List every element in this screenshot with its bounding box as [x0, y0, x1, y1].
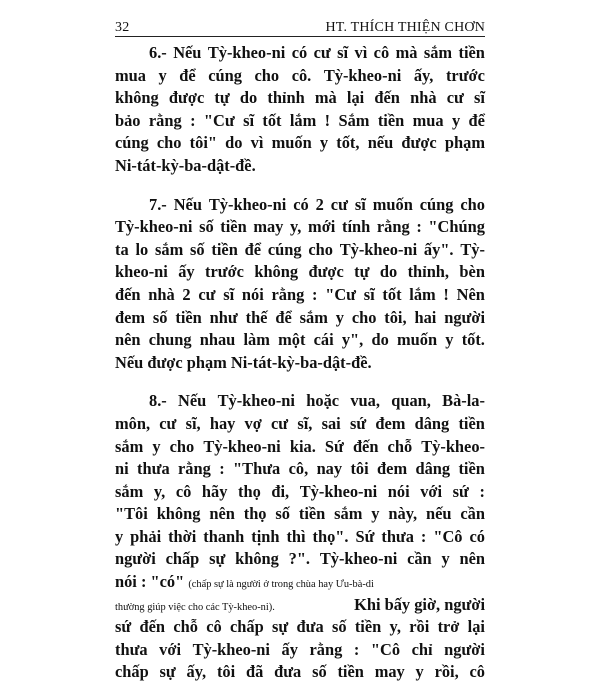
word: y,	[389, 617, 401, 637]
word: đưa	[274, 662, 302, 682]
word: cho	[169, 436, 195, 456]
word: thế	[245, 307, 268, 327]
word: may	[253, 217, 284, 237]
word: y	[158, 65, 167, 85]
word: ấy	[281, 639, 298, 659]
word: tiền	[220, 217, 247, 237]
text-line	[115, 616, 485, 639]
header-rule	[115, 36, 485, 37]
word: không	[254, 262, 299, 282]
text-line	[115, 594, 485, 617]
word: đem	[375, 413, 406, 433]
word: !	[443, 284, 449, 304]
word: đã	[245, 662, 264, 682]
word: chỗ	[387, 436, 413, 456]
word: không	[156, 504, 201, 524]
word: "Cư	[325, 284, 357, 304]
word: muốn	[372, 194, 413, 214]
word: tiền	[211, 239, 238, 259]
word: đến	[352, 436, 379, 456]
word: tiền	[377, 110, 405, 130]
word: có	[469, 526, 485, 546]
word: cái	[313, 330, 334, 350]
word: chấp	[115, 662, 149, 682]
word: nên	[115, 330, 141, 350]
text-line	[115, 239, 485, 262]
word: sĩ	[337, 43, 349, 62]
word: Tỳ-kheo-ni	[208, 194, 287, 214]
word: nói	[387, 481, 410, 501]
word: sĩ	[363, 284, 375, 304]
word: với	[159, 639, 181, 659]
text-line	[115, 307, 485, 330]
word: vua,	[350, 391, 380, 411]
word: tiền	[175, 307, 202, 327]
word: để	[275, 307, 292, 327]
word: Sắm	[338, 110, 370, 130]
word: nếu	[425, 504, 452, 524]
word: do	[379, 262, 398, 282]
word: tự	[214, 88, 230, 108]
text-line	[115, 216, 485, 239]
parenthetical-note: thường giúp việc cho các Tỳ-kheo-ni).	[115, 601, 275, 613]
word: số	[199, 217, 214, 237]
word: với	[420, 481, 443, 501]
word: trước	[205, 262, 244, 282]
word: số	[331, 617, 347, 637]
word: số	[312, 662, 327, 682]
word: Nếu	[173, 43, 202, 62]
word: 2	[182, 284, 191, 304]
word: sĩ	[223, 284, 235, 304]
word: cư	[271, 413, 289, 433]
word: chấp	[230, 617, 264, 637]
word: tốt,	[336, 133, 360, 153]
word: chỉ	[411, 639, 433, 659]
word: ấy	[178, 262, 195, 282]
word: Tỳ-kheo-ni	[192, 639, 270, 659]
word: :	[312, 284, 318, 304]
word: rằng	[376, 217, 410, 237]
text-line	[115, 390, 485, 413]
word: đến	[374, 88, 400, 108]
word: :	[416, 217, 422, 237]
word: tự	[354, 262, 370, 282]
word: sự	[272, 617, 289, 637]
word: 2	[315, 194, 324, 214]
word: rồi	[409, 617, 430, 637]
word: y,	[153, 481, 166, 501]
word: Tỳ-	[460, 239, 485, 259]
text-line	[115, 284, 485, 307]
word: "Thưa	[233, 459, 281, 479]
word: ta	[115, 239, 129, 259]
text-line	[115, 194, 485, 217]
word: !	[324, 110, 331, 130]
word: y	[152, 436, 161, 456]
word: thọ".	[312, 526, 349, 546]
word: Tỳ-kheo-ni	[217, 391, 295, 411]
word: người	[115, 549, 156, 569]
word: nên	[209, 504, 235, 524]
text-line	[115, 661, 485, 684]
word: tôi,	[384, 307, 407, 327]
word: may	[374, 662, 405, 682]
text-line	[115, 571, 485, 594]
word: "Cư	[203, 110, 235, 130]
word: thỉnh,	[407, 262, 450, 282]
word: Tỳ-kheo-ni	[203, 436, 281, 456]
word: lắm	[289, 110, 317, 130]
text-line	[115, 548, 485, 571]
word: cho	[460, 194, 485, 214]
word: tôi	[216, 662, 236, 682]
word: để	[468, 110, 485, 130]
word: Nếu	[173, 194, 202, 214]
word: cô	[373, 43, 390, 62]
word: cô	[206, 617, 222, 637]
text-line	[115, 413, 485, 436]
word: Tỳ-kheo-ni	[299, 481, 378, 501]
word: Sứ	[355, 526, 375, 546]
word: rằng	[271, 284, 305, 304]
word: sứ	[349, 413, 367, 433]
word: cô.	[291, 65, 312, 85]
word: sứ	[115, 617, 132, 637]
word: hai	[414, 307, 437, 327]
word: dâng	[415, 459, 451, 479]
word: được	[168, 88, 205, 108]
word: rằng	[148, 110, 182, 130]
word: cô	[175, 481, 192, 501]
word: tốt	[262, 110, 282, 130]
word: tiền	[337, 662, 364, 682]
word: tiền	[458, 459, 485, 479]
word: Nên	[456, 284, 485, 304]
word: y	[319, 133, 329, 153]
word: nay	[316, 459, 343, 479]
word: nhà	[410, 88, 437, 108]
word: thì	[286, 526, 306, 546]
word: cư	[313, 43, 331, 62]
word: có	[293, 194, 309, 214]
word: Tỳ-kheo-ni	[339, 239, 418, 259]
word: mà	[395, 43, 418, 62]
word: mua	[412, 110, 444, 130]
word: Sứ	[324, 436, 344, 456]
word: cúng	[208, 65, 242, 85]
word: sắm	[423, 43, 453, 62]
word: cô,	[288, 459, 309, 479]
word: sĩ	[474, 88, 485, 108]
word: làm	[243, 330, 270, 350]
word: kheo-ni	[115, 262, 168, 282]
word: sĩ	[354, 194, 366, 214]
word: lo	[135, 239, 149, 259]
word: đem	[115, 307, 146, 327]
word: do	[371, 330, 389, 350]
word: 7.-	[149, 194, 167, 214]
word: đưa	[296, 617, 324, 637]
word: tôi"	[189, 133, 217, 153]
word: không	[235, 549, 279, 569]
word: y	[415, 662, 424, 682]
word: cư	[198, 284, 216, 304]
word: :	[219, 459, 225, 479]
word: được	[308, 262, 344, 282]
word: mà	[314, 88, 337, 108]
word: y	[441, 549, 450, 569]
paragraph-8	[115, 390, 485, 684]
word: cư	[330, 194, 348, 214]
word: sắm	[155, 239, 184, 259]
word: cho	[351, 307, 377, 327]
word: y,	[290, 217, 302, 237]
text-line	[115, 329, 485, 352]
word: hoặc	[306, 391, 340, 411]
text-line	[115, 503, 485, 526]
word: nên	[459, 549, 485, 569]
word: tốt.	[461, 330, 485, 350]
word: cô	[469, 662, 485, 682]
word: cần	[407, 549, 432, 569]
word: tiền	[354, 617, 382, 637]
word: Tỳ-kheo-ni	[115, 217, 193, 237]
word: chấp	[165, 549, 200, 569]
text-line	[115, 458, 485, 481]
word: Tỳ-kheo-ni	[207, 43, 286, 62]
line-text: Khi bấy giờ, người	[354, 594, 485, 614]
word: cho	[308, 239, 333, 259]
word: y	[451, 110, 461, 130]
word: cho	[156, 133, 182, 153]
word: "Cô	[370, 639, 401, 659]
word: vì	[354, 43, 368, 62]
line-text: nói : "có"	[115, 572, 185, 592]
text-body	[115, 42, 485, 700]
text-line	[115, 481, 485, 504]
word: cư	[446, 88, 464, 108]
word: mới	[308, 217, 336, 237]
word: người	[444, 307, 485, 327]
word: lại	[346, 88, 365, 108]
word: cúng	[267, 239, 302, 259]
word: vì	[250, 133, 264, 153]
word: tốt	[382, 284, 402, 304]
word: số	[275, 504, 290, 524]
text-line	[115, 65, 485, 88]
word: để	[244, 239, 262, 259]
word: :	[353, 639, 360, 659]
word: do	[225, 133, 243, 153]
word: có	[291, 43, 308, 62]
word: người	[444, 639, 485, 659]
text-line	[115, 42, 485, 65]
word: sai	[321, 413, 341, 433]
word: Tỳ-kheo-ni	[323, 65, 402, 85]
word: ni	[115, 459, 129, 479]
word: tịnh	[251, 526, 280, 546]
word: số	[152, 307, 168, 327]
word: cho	[254, 65, 280, 85]
word: đến	[115, 284, 141, 304]
word: sắm	[115, 436, 144, 456]
word: tôi	[350, 459, 369, 479]
text-line	[115, 639, 485, 662]
word: Bà-la-	[442, 391, 485, 411]
word: do	[239, 88, 258, 108]
word: như	[209, 307, 238, 327]
word: 6.-	[149, 43, 167, 62]
word: này,	[388, 504, 418, 524]
word: cư	[159, 413, 177, 433]
text-line	[115, 110, 485, 133]
word: muốn	[271, 133, 312, 153]
running-title: HT. THÍCH THIỆN CHƠN	[325, 20, 485, 35]
word: tiền	[458, 43, 485, 62]
text-line: Ni-tát-kỳ-ba-dật-đề.	[115, 155, 256, 175]
word: mua	[115, 65, 146, 85]
word: trước	[445, 65, 485, 85]
word: nếu	[367, 133, 394, 153]
word: sắm	[299, 307, 328, 327]
word: bảo	[115, 110, 141, 130]
word: hay	[209, 413, 236, 433]
word: ấy,	[413, 65, 434, 85]
word: chung	[148, 330, 192, 350]
word: Nếu	[178, 391, 207, 411]
word: Tỳ-kheo-ni	[319, 549, 398, 569]
word: sự	[209, 549, 226, 569]
text-line	[115, 526, 485, 549]
word: không	[115, 88, 159, 108]
word: sắm	[115, 481, 144, 501]
word: Tỳ-kheo-	[421, 436, 485, 456]
word: đến	[139, 617, 166, 637]
word: đem	[377, 459, 408, 479]
word: sự	[159, 662, 176, 682]
word: kia.	[289, 436, 316, 456]
word: để	[179, 65, 196, 85]
word: cúng	[115, 133, 149, 153]
page-header	[115, 14, 485, 36]
word: thọ	[238, 481, 261, 501]
paragraph-6	[115, 42, 485, 178]
word: y	[335, 307, 344, 327]
word: cúng	[419, 194, 454, 214]
word: phải	[130, 526, 162, 546]
word: sĩ,	[297, 413, 313, 433]
word: phạm	[444, 133, 485, 153]
word: "Tôi	[115, 504, 148, 524]
word: số	[190, 239, 205, 259]
word: dâng	[414, 413, 450, 433]
word: :	[420, 526, 427, 546]
word: ấy".	[423, 239, 454, 259]
word: nhau	[199, 330, 236, 350]
word: rằng	[178, 459, 211, 479]
word: y	[445, 330, 454, 350]
word: cần	[460, 504, 485, 524]
word: thỉnh	[267, 88, 305, 108]
word: lại	[467, 617, 485, 637]
word: thanh	[203, 526, 245, 546]
word: trở	[437, 617, 460, 637]
word: một	[278, 330, 306, 350]
word: tiền	[298, 504, 326, 524]
text-line	[115, 132, 485, 155]
word: môn,	[115, 413, 151, 433]
word: thưa	[137, 459, 170, 479]
word: chỗ	[173, 617, 198, 637]
word: thọ	[243, 504, 267, 524]
word: được	[401, 133, 437, 153]
word: nhà	[148, 284, 175, 304]
word: thưa	[381, 526, 414, 546]
word: y",	[341, 330, 364, 350]
word: vợ	[244, 413, 262, 433]
word: "Cô	[433, 526, 463, 546]
word: lắm	[409, 284, 436, 304]
word: :	[479, 481, 485, 501]
word: quan,	[391, 391, 431, 411]
word: muốn	[396, 330, 438, 350]
paragraph-7	[115, 194, 485, 375]
word: ấy,	[186, 662, 207, 682]
word: y	[371, 504, 380, 524]
word: 8.-	[149, 391, 167, 411]
word: sứ	[452, 481, 469, 501]
word: sĩ	[243, 110, 254, 130]
word: hãy	[201, 481, 228, 501]
word: nói	[241, 284, 264, 304]
word: "Chúng	[428, 217, 485, 237]
word: y	[115, 526, 124, 546]
page-number: 32	[115, 20, 130, 35]
text-line	[115, 87, 485, 110]
word: sắm	[334, 504, 363, 524]
word: tiền	[458, 413, 485, 433]
word: bèn	[459, 262, 485, 282]
text-line	[115, 436, 485, 459]
parenthetical-note: (chấp sự là người ở trong chùa hay Ưu-bà-di	[188, 579, 374, 591]
word: sĩ,	[185, 413, 201, 433]
word: rồi,	[434, 662, 459, 682]
text-line: Nếu được phạm Ni-tát-kỳ-ba-dật-đề.	[115, 352, 372, 372]
word: thời	[168, 526, 197, 546]
word: đi,	[271, 481, 290, 501]
word: tính	[341, 217, 371, 237]
word: ?".	[288, 549, 311, 569]
text-line	[115, 261, 485, 284]
word: thưa	[115, 639, 148, 659]
word: rằng	[309, 639, 343, 659]
word: :	[190, 110, 196, 130]
